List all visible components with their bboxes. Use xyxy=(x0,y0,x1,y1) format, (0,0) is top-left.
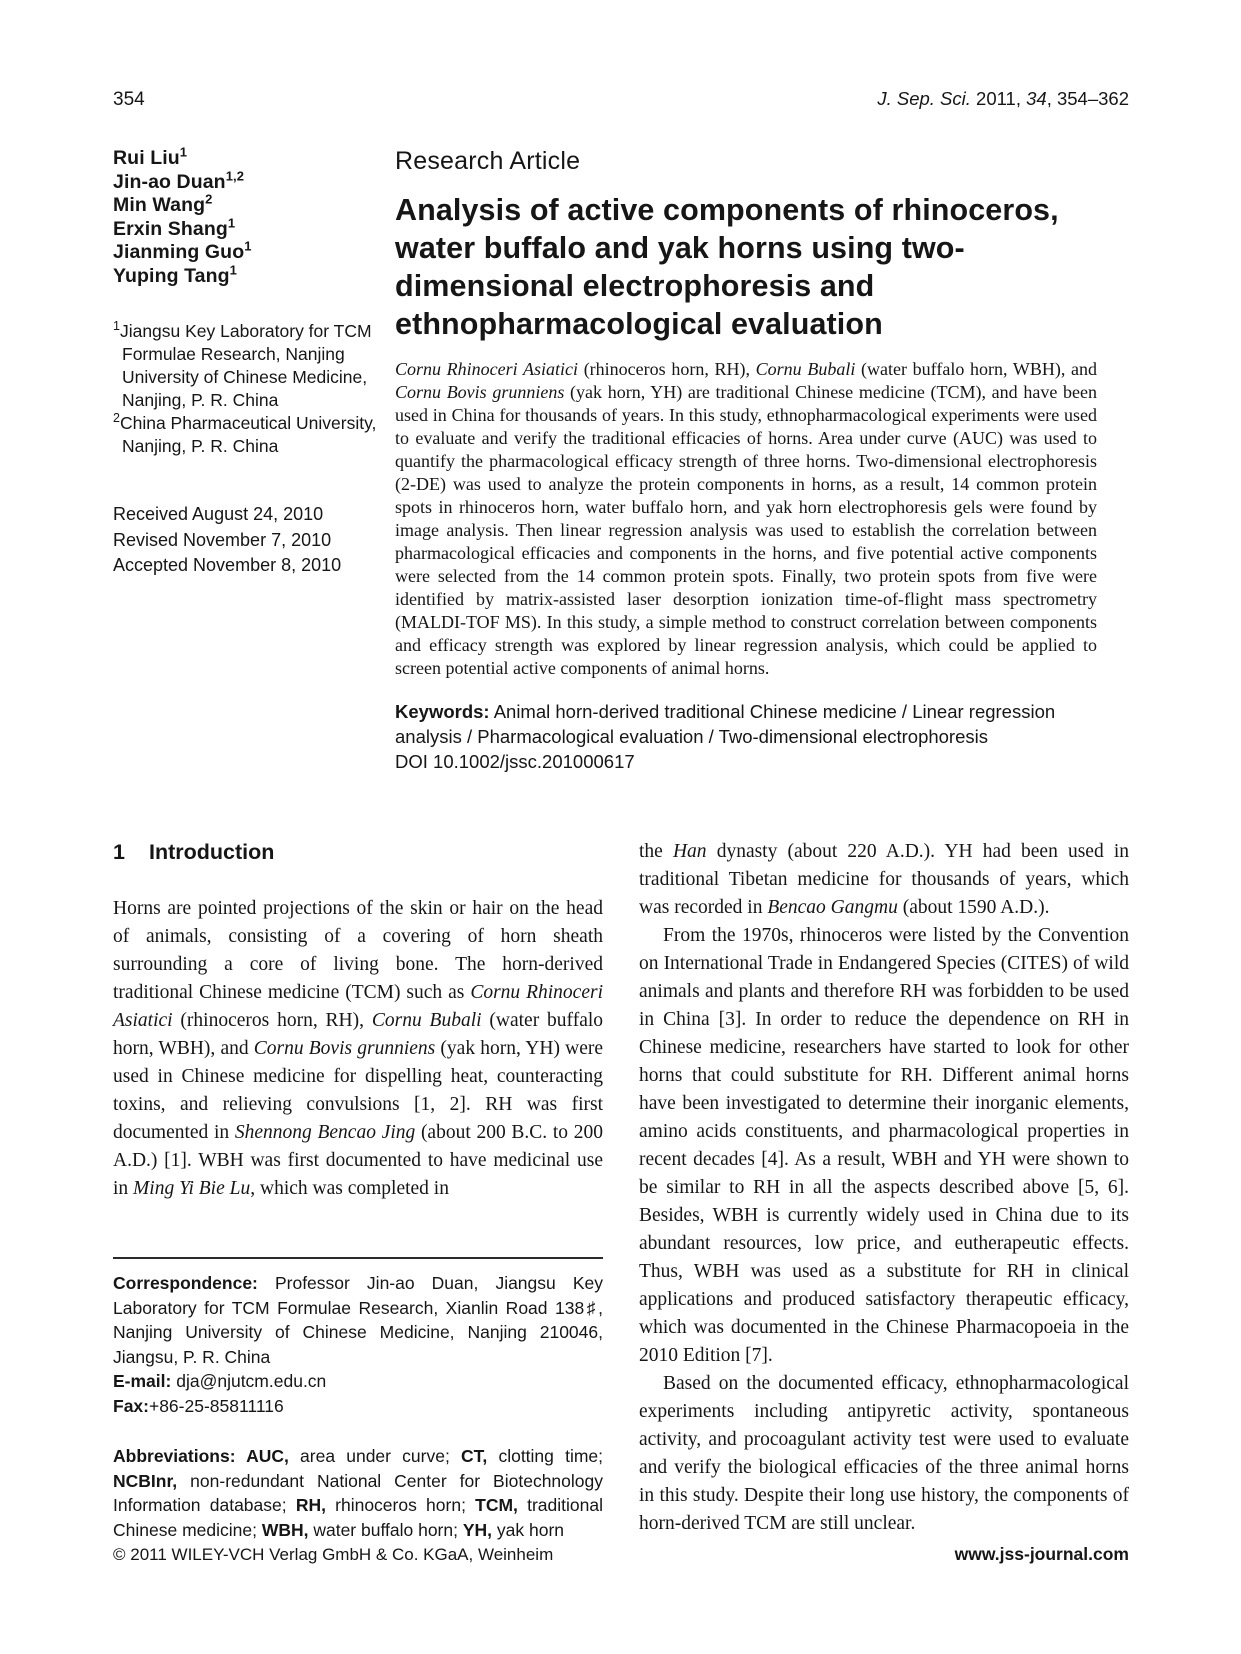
accepted-date: Accepted November 8, 2010 xyxy=(113,555,342,575)
body-paragraph: From the 1970s, rhinoceros were listed by the Convention on International Trade in Endangered Species (CITES) of wild animals and plants and therefore RH was forbidden to be used in China [3]. In order to reduce the dependence on RH in Chinese medicine, researchers have started to look for other horns that could substitute for RH. Different animal horns have been investigated to determine their inorganic elements, amino acids constituents, and pharmacological properties in recent decades [4]. As a result, WBH and YH were shown to be similar to RH in all the aspects described above [5, 6]. Besides, WBH is currently widely used in China due to its abundant resources, low price, and eutherapeutic effects. Thus, WBH was used as a substitute for RH in clinical applications and produced satisfactory therapeutic efficacy, which was documented in the Chinese Pharmacopoeia in the 2010 Edition [7]. xyxy=(639,925,1129,1366)
masthead xyxy=(113,144,1129,774)
body-paragraph: Based on the documented efficacy, ethnopharmacological experiments including antipyretic activity, spontaneous activity, and procoagulant activity test were used to evaluate and verify the biological efficacies of the three animal horns in this study. Despite their long use history, the components of horn-derived TCM are still unclear. xyxy=(639,1373,1129,1534)
author-name: Rui Liu$^1$ xyxy=(113,144,188,169)
abbreviations-text: Abbreviations: AUC, area under curve; CT, clotting time; NCBInr, non-redundant National Center for Biotechnology Information database; RH, rhinoceros horn; TCM, traditional Chinese medicine; WBH, water buffalo horn; YH, yak horn xyxy=(113,1446,603,1540)
revised-date: Revised November 7, 2010 xyxy=(113,529,332,550)
affiliation: $^2$China Pharmaceutical University, Nanjing, P. R. China xyxy=(113,411,377,456)
author-affil-mark: 1 xyxy=(229,262,237,277)
article-type: Research Article xyxy=(395,147,581,175)
running-head xyxy=(113,88,1129,111)
author-name: Yuping Tang$^1$ xyxy=(113,262,237,287)
section-label: Introduction xyxy=(148,840,275,864)
author-affil-mark: 1 xyxy=(244,238,252,254)
section-heading-introduction xyxy=(113,840,603,865)
author-name: Erxin Shang$^1$ xyxy=(113,215,236,240)
page-number: 354 xyxy=(113,89,145,110)
article-title: Analysis of active components of rhinoceros, water buffalo and yak horns using two-dimensional electrophoresis and ethnopharmacological evaluation xyxy=(395,193,1059,341)
section-number: 1 xyxy=(113,840,125,864)
doi-text: DOI 10.1002/jssc.201000617 xyxy=(395,751,635,772)
author-affil-mark: 2 xyxy=(205,191,213,207)
history-dates xyxy=(113,502,395,579)
correspondence-fax: Fax:+86-25-85811116 xyxy=(113,1395,284,1416)
body-columns xyxy=(113,838,1129,1542)
affiliation: $^1$Jiangsu Key Laboratory for TCM Formulae Research, Nanjing University of Chinese Medicine, Nanjing, P. R. China xyxy=(113,319,372,410)
received-date: Received August 24, 2010 xyxy=(113,504,324,524)
abstract-text: Cornu Rhinoceri Asiatici (rhinoceros horn, RH), Cornu Bubali (water buffalo horn, WBH), and Cornu Bovis grunniens (yak horn, YH) are traditional Chinese medicine (TCM), and have been used in China for thousands of years. In this study, ethnopharmacological experiments were used to evaluate and verify the traditional efficacies of horns. Area under curve (AUC) was used to quantify the pharmacological efficacy strength of three horns. Two-dimensional electrophoresis (2-DE) was used to analyze the protein components in horns, as a result, 14 common protein spots in rhinoceros horn, water buffalo horn, and yak horn electrophoresis gels were found by image analysis. Then linear regression analysis was used to establish the correlation between pharmacological efficacies and components in the horns, and five potential active components were selected from the 14 common protein spots. Finally, two protein spots from five were identified by matrix-assisted laser desorption ionization time-of-flight mass spectrometry (MALDI-TOF MS). In this study, a simple method to construct correlation between components and efficacy strength was explored by linear regression analysis, which could be applied to screen potential active components of animal horns. xyxy=(395,359,1097,678)
keywords-text: Keywords: Animal horn-derived traditional Chinese medicine / Linear regression analysis / Pharmacological evaluation / Two-dimensional electrophoresis xyxy=(395,701,1056,747)
body-paragraph: the Han dynasty (about 220 A.D.). YH had been used in traditional Tibetan medicine for thousands of years, which was recorded in Bencao Gangmu (about 1590 A.D.). xyxy=(639,841,1129,918)
keywords-block xyxy=(395,699,1097,774)
correspondence-divider xyxy=(113,1257,603,1259)
author-list xyxy=(113,144,395,288)
intro-paragraph: Horns are pointed projections of the skin or hair on the head of animals, consisting of a covering of horn sheath surrounding a core of living bone. The horn-derived traditional Chinese medicine (TCM) such as Cornu Rhinoceri Asiatici (rhinoceros horn, RH), Cornu Bubali (water buffalo horn, WBH), and Cornu Bovis grunniens (yak horn, YH) were used in Chinese medicine for dispelling heat, counteracting toxins, and relieving convulsions [1, 2]. RH was first documented in Shennong Bencao Jing (about 200 B.C. to 200 A.D.) [1]. WBH was first documented to have medicinal use in Ming Yi Bie Lu, which was completed in xyxy=(113,898,604,1199)
author-name: Jin-ao Duan$^{1,2}$ xyxy=(113,168,245,193)
author-name: Jianming Guo$^1$ xyxy=(113,238,252,263)
correspondence-email: E-mail: dja@njutcm.edu.cn xyxy=(113,1371,327,1391)
right-column xyxy=(639,838,1129,1542)
author-affil-mark: 1 xyxy=(179,144,188,160)
copyright-notice: © 2011 WILEY-VCH Verlag GmbH & Co. KGaA, Weinheim xyxy=(113,1545,554,1564)
author-affil-mark: 1,2 xyxy=(225,168,245,183)
journal-website: www.jss-journal.com xyxy=(954,1544,1129,1564)
journal-citation: J. Sep. Sci. 2011, 34, 354–362 xyxy=(877,88,1129,109)
author-name: Min Wang$^2$ xyxy=(113,191,213,216)
left-column xyxy=(113,838,603,1542)
title-block xyxy=(395,147,1129,774)
author-affil-mark: 1 xyxy=(227,215,236,230)
page-footer xyxy=(113,1544,1129,1565)
author-sidebar xyxy=(113,144,395,774)
affiliation-list xyxy=(113,320,395,458)
correspondence-block xyxy=(113,1257,603,1542)
correspondence-text: Correspondence: Professor Jin-ao Duan, Jiangsu Key Laboratory for TCM Formulae Research, Xianlin Road 138♯, Nanjing University of Chinese Medicine, Nanjing 210046, Jiangsu, P. R. China xyxy=(113,1273,603,1367)
